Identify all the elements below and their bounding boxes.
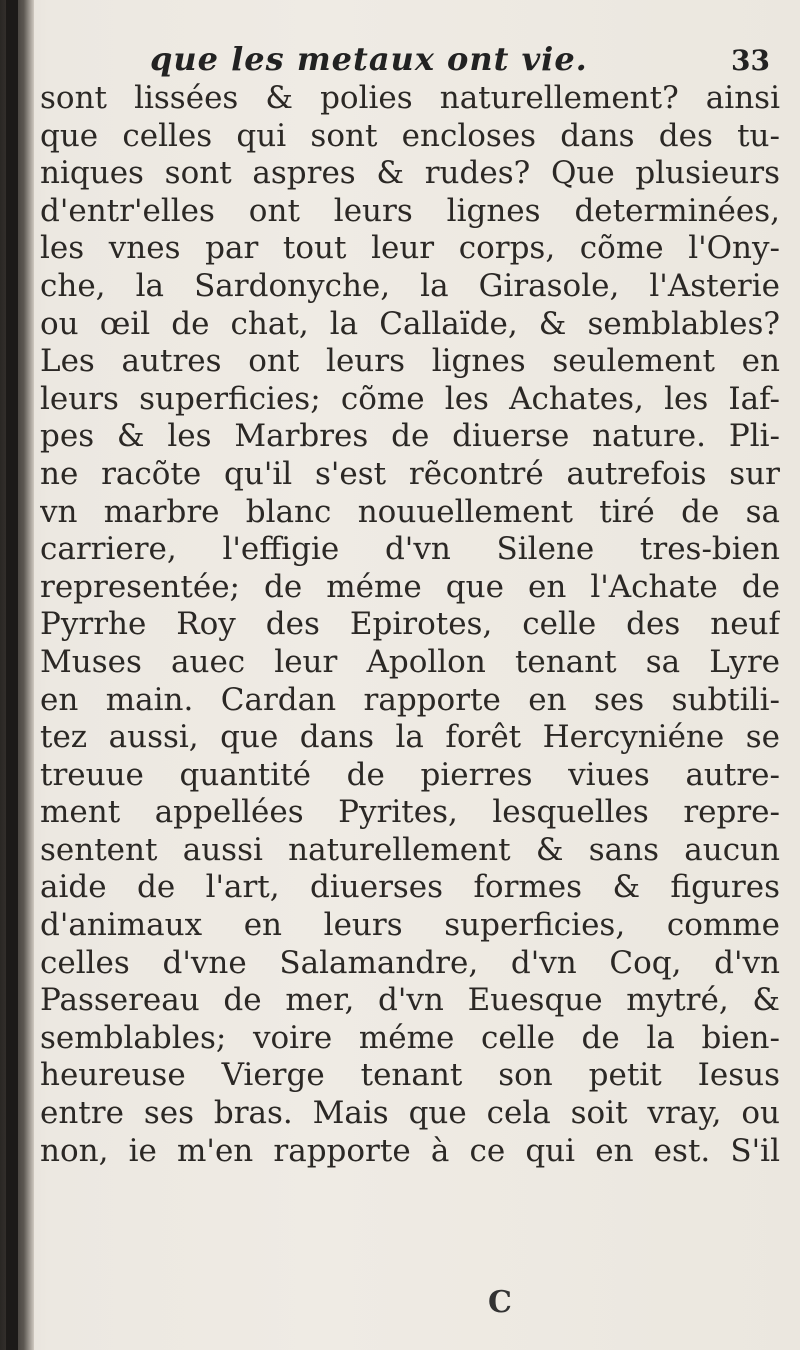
text-line: sont lissées & polies naturellement? ainsi — [40, 80, 780, 116]
text-line: Pyrrhe Roy des Epirotes, celle des neuf — [40, 606, 780, 643]
text-line: ment appellées Pyrites, lesquelles repre- — [40, 794, 780, 831]
text-line: treuue quantité de pierres viues autre- — [40, 756, 780, 793]
text-line: Passereau de mer, d'vn Euesque mytré, & — [40, 982, 780, 1019]
text-line: niques sont aspres & rudes? Que plusieurs — [40, 155, 780, 192]
text-line: che, la Sardonyche, la Girasole, l'Asterie — [40, 267, 780, 304]
text-line: les vnes par tout leur corps, cõme l'Ony- — [40, 230, 780, 267]
text-line: carriere, l'effigie d'vn Silene tres-bien — [40, 531, 780, 568]
text-line: leurs superficies; cõme les Achates, les Iaf- — [40, 380, 780, 417]
text-line: Les autres ont leurs lignes seulement en — [40, 343, 780, 380]
text-line: tez aussi, que dans la forêt Hercyniéne se — [40, 719, 780, 756]
binding-gutter — [0, 0, 34, 1350]
text-line: pes & les Marbres de diuerse nature. Pli- — [40, 418, 780, 455]
text-line: ou œil de chat, la Callaïde, & semblables? — [40, 305, 780, 342]
text-line: aide de l'art, diuerses formes & figures — [40, 869, 780, 906]
text-line: semblables; voire méme celle de la bien- — [40, 1019, 780, 1056]
text-line: sentent aussi naturellement & sans aucun — [40, 831, 780, 868]
text-line: representée; de méme que en l'Achate de — [40, 568, 780, 605]
text-line: d'animaux en leurs superficies, comme — [40, 907, 780, 944]
text-line: Muses auec leur Apollon tenant sa Lyre — [40, 643, 780, 680]
signature-mark: C — [488, 1285, 512, 1320]
text-line: vn marbre blanc nouuellement tiré de sa — [40, 493, 780, 530]
text-line: en main. Cardan rapporte en ses subtili- — [40, 681, 780, 718]
text-line: entre ses bras. Mais que cela soit vray, ou — [40, 1095, 780, 1132]
text-block — [40, 80, 780, 1170]
text-line: heureuse Vierge tenant son petit Iesus — [40, 1057, 780, 1094]
text-line: non, ie m'en rapporte à ce qui en est. S'il — [40, 1132, 780, 1169]
text-line: ne racõte qu'il s'est rẽcontré autrefois sur — [40, 455, 780, 492]
text-line: celles d'vne Salamandre, d'vn Coq, d'vn — [40, 944, 780, 981]
running-title: que les metaux ont vie. — [150, 40, 588, 78]
text-line: que celles qui sont encloses dans des tu- — [40, 117, 780, 154]
facing-page-edge — [6, 0, 18, 1350]
page-number: 33 — [731, 44, 770, 77]
text-line: d'entr'elles ont leurs lignes determinées, — [40, 192, 780, 229]
